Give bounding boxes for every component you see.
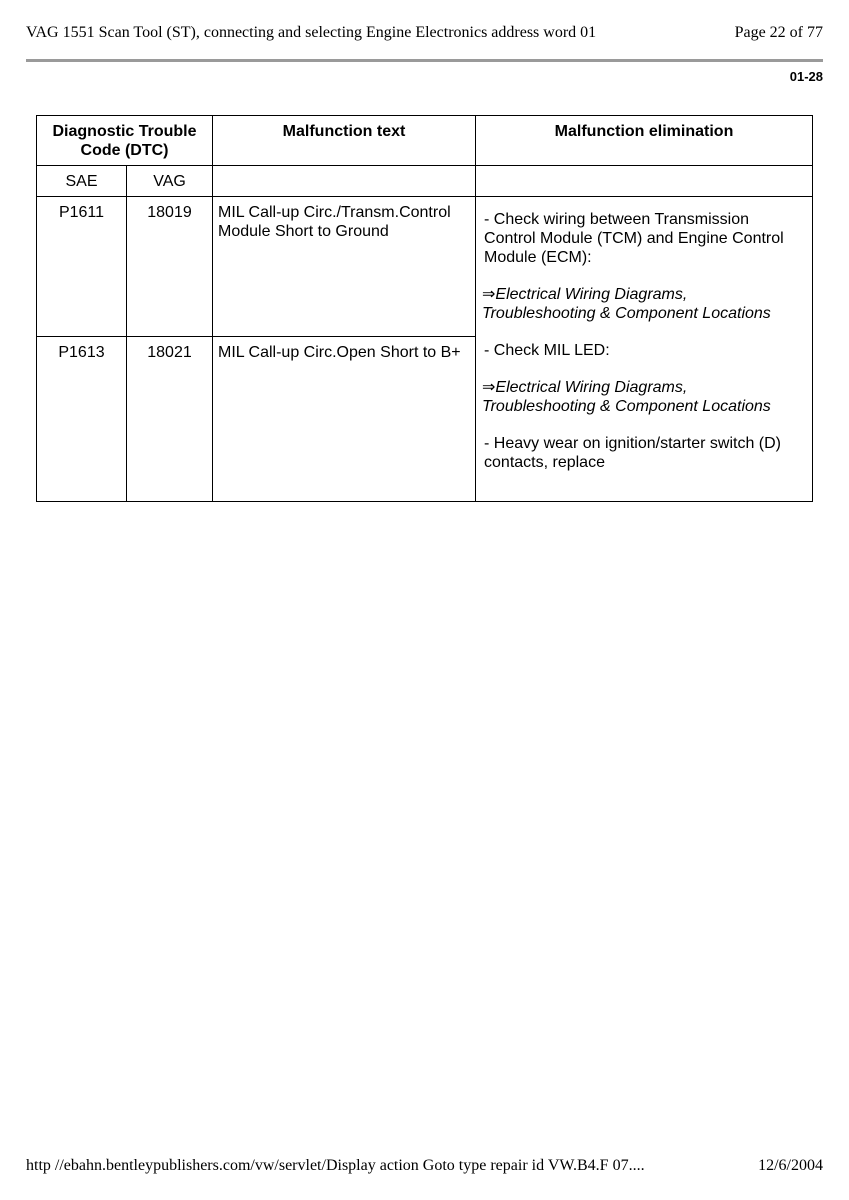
elimination-step-3: - Heavy wear on ignition/starter switch (D) contacts, replace bbox=[484, 435, 781, 471]
malfunction-text: MIL Call-up Circ.Open Short to B+ bbox=[213, 337, 476, 502]
reference-link-1-text: Electrical Wiring Diagrams, Troubleshooting & Component Locations bbox=[482, 286, 771, 322]
footer-url[interactable]: http //ebahn.bentleypublishers.com/vw/servlet/Display action Goto type repair id VW.B4.F 07.... bbox=[26, 1157, 645, 1174]
elimination-step-1: - Check wiring between Transmission Control Module (TCM) and Engine Control Module (ECM): bbox=[484, 211, 784, 266]
subheader-blank-elimination bbox=[476, 166, 813, 197]
subheader-sae: SAE bbox=[37, 166, 127, 197]
vag-code: 18019 bbox=[127, 197, 213, 337]
subheader-blank-text bbox=[213, 166, 476, 197]
reference-link-1[interactable] bbox=[482, 285, 804, 323]
dtc-table bbox=[36, 115, 813, 502]
malfunction-text: MIL Call-up Circ./Transm.Control Module Short to Ground bbox=[213, 197, 476, 337]
table-row bbox=[37, 197, 813, 337]
header-divider bbox=[26, 59, 823, 62]
header-title: VAG 1551 Scan Tool (ST), connecting and selecting Engine Electronics address word 01 bbox=[26, 24, 597, 41]
sae-code: P1613 bbox=[37, 337, 127, 502]
subheader-vag: VAG bbox=[127, 166, 213, 197]
arrow-right-icon: ⇒ bbox=[482, 286, 496, 303]
page-code: 01-28 bbox=[789, 69, 823, 84]
arrow-right-icon: ⇒ bbox=[482, 379, 496, 396]
table-subheader-row bbox=[37, 166, 813, 197]
elimination-step-2: - Check MIL LED: bbox=[484, 342, 610, 359]
malfunction-elimination-cell bbox=[476, 197, 813, 502]
reference-link-2[interactable] bbox=[482, 378, 804, 416]
header-malfunction-elimination: Malfunction elimination bbox=[476, 116, 813, 166]
header-dtc: Diagnostic Trouble Code (DTC) bbox=[37, 116, 213, 166]
header-malfunction-text: Malfunction text bbox=[213, 116, 476, 166]
page-number: Page 22 of 77 bbox=[734, 24, 823, 41]
vag-code: 18021 bbox=[127, 337, 213, 502]
sae-code: P1611 bbox=[37, 197, 127, 337]
footer-date: 12/6/2004 bbox=[758, 1157, 823, 1174]
reference-link-2-text: Electrical Wiring Diagrams, Troubleshooting & Component Locations bbox=[482, 379, 771, 415]
table-header-row bbox=[37, 116, 813, 166]
